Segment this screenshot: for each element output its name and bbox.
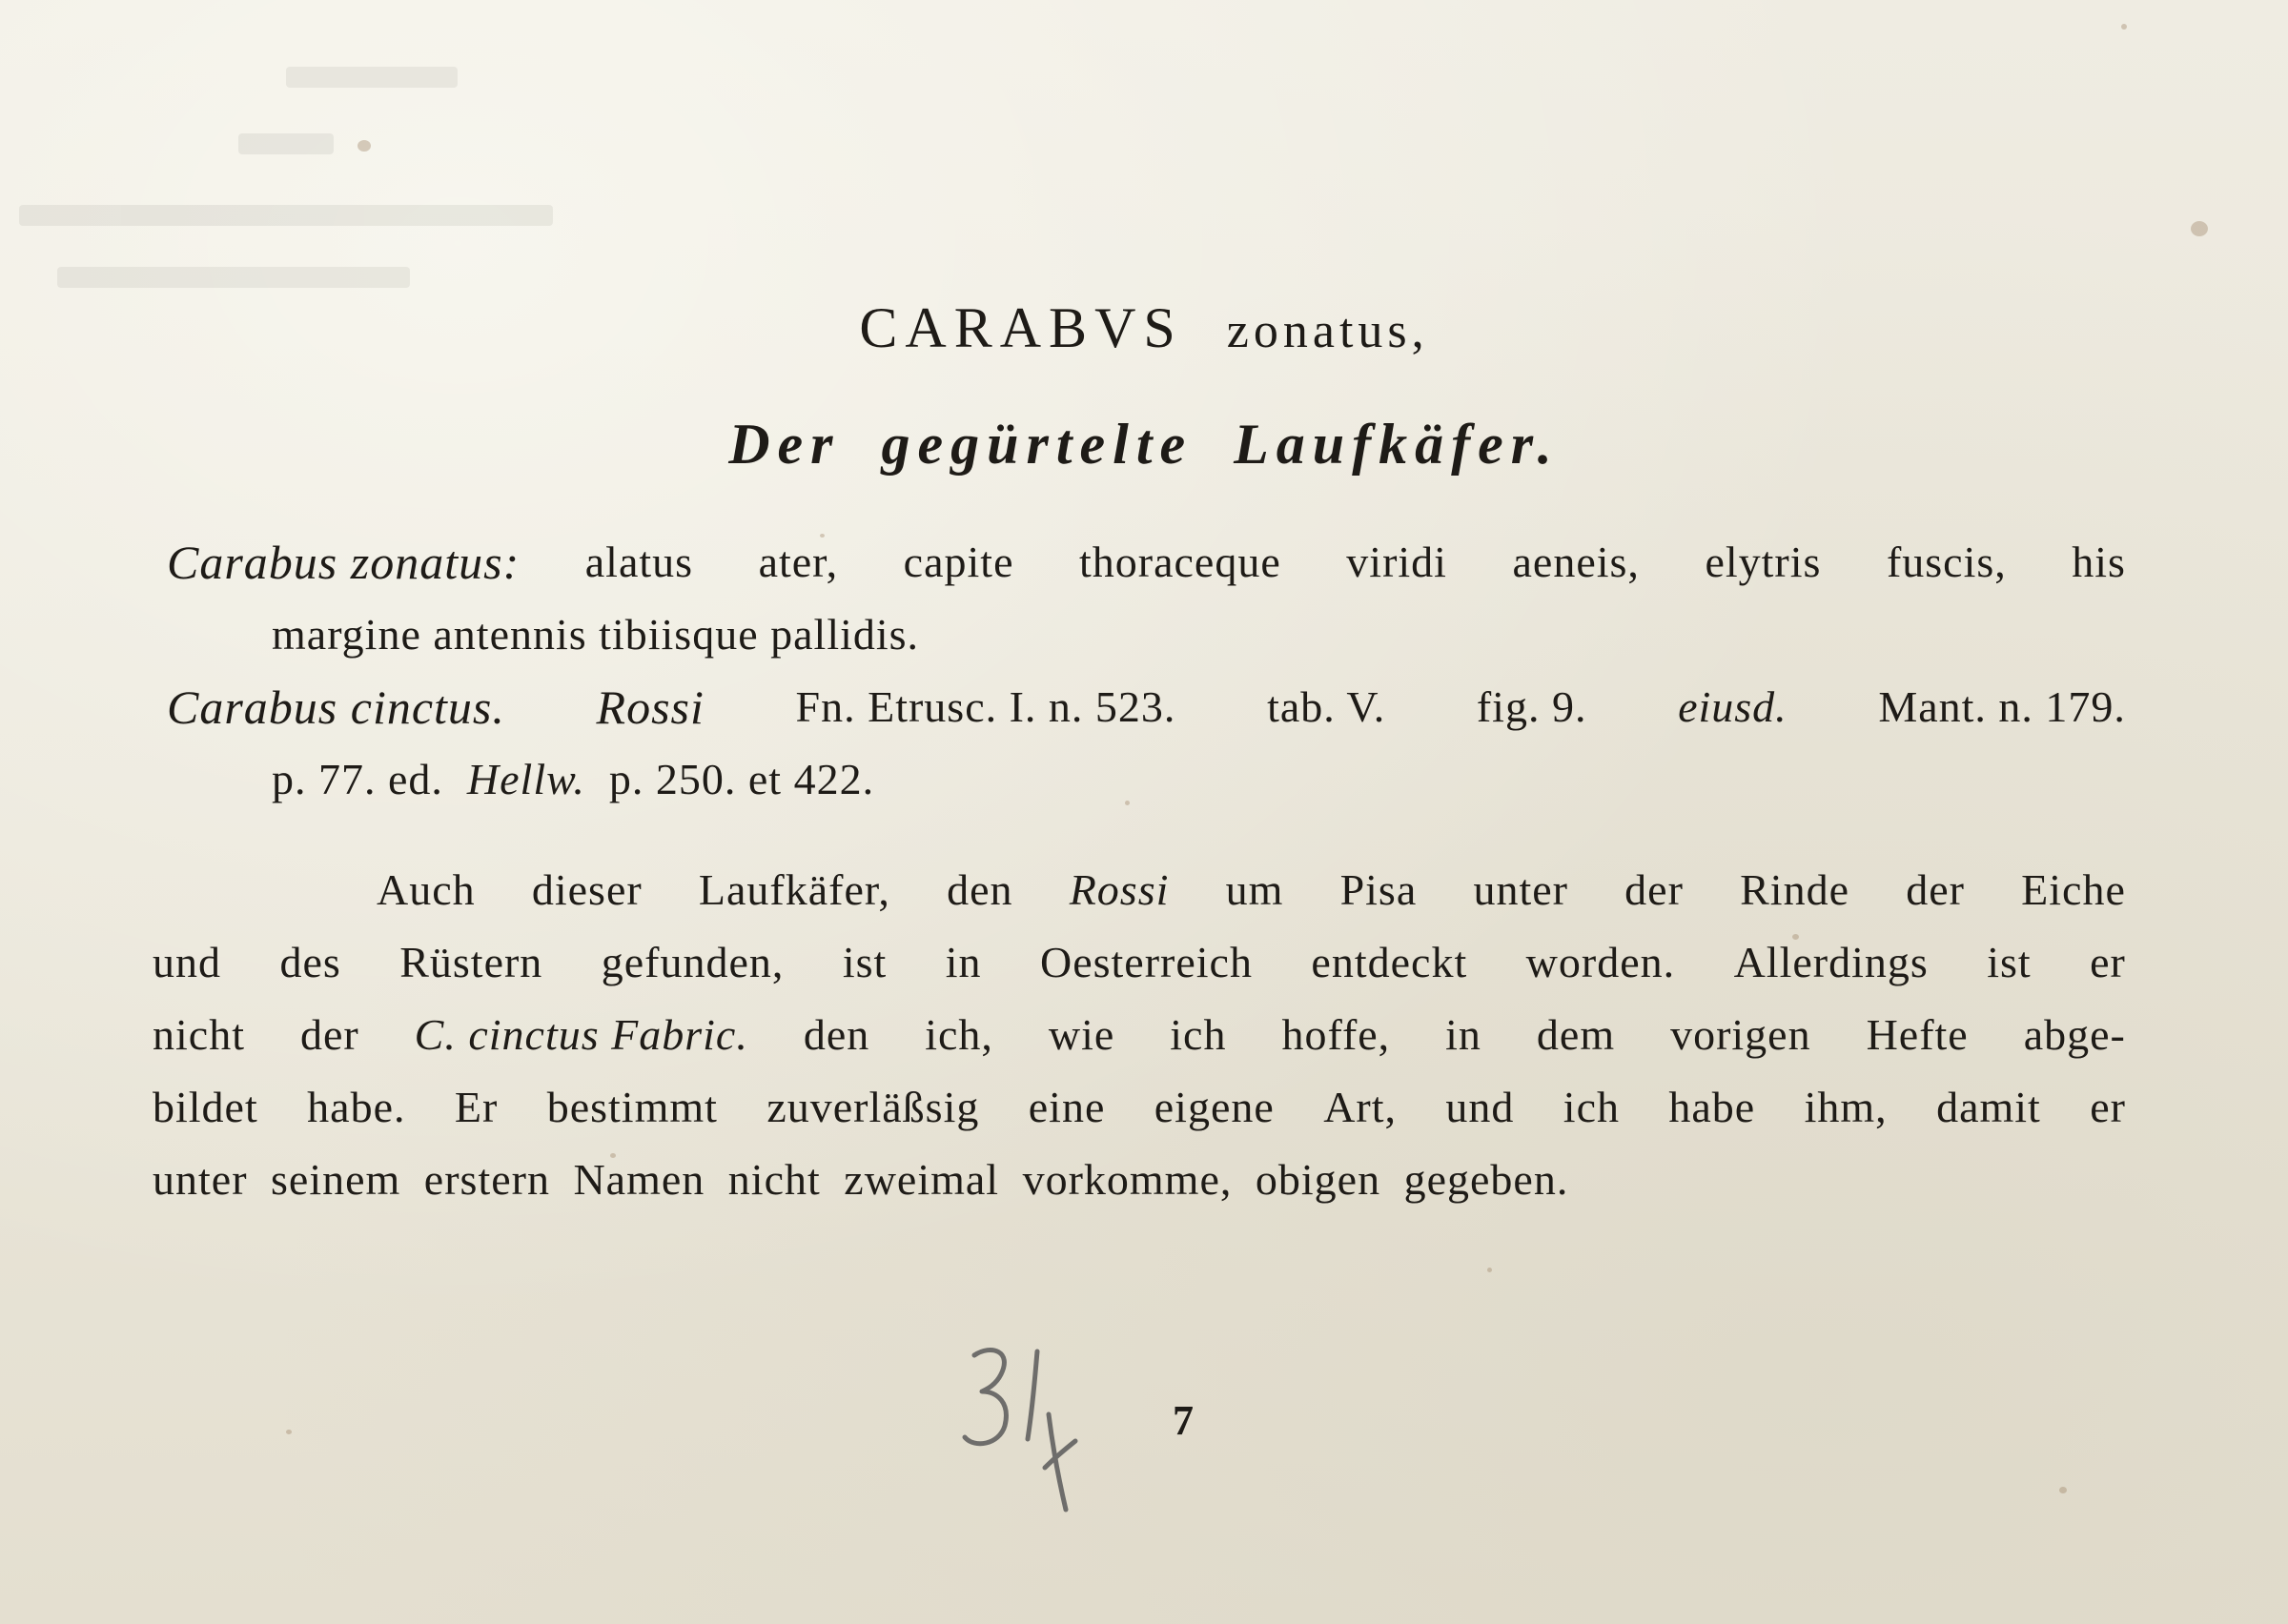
paper-speck: [2059, 1487, 2067, 1493]
word: vorigen: [1670, 1010, 1811, 1059]
word: capite: [903, 538, 1014, 586]
synonym-line: [167, 671, 2126, 743]
word: eigene: [1154, 1083, 1275, 1131]
word: bildet: [153, 1083, 258, 1131]
word: ich: [1563, 1083, 1620, 1131]
word: viridi: [1346, 538, 1447, 586]
synonym-continuation: margine antennis tibiisque pallidis.: [272, 610, 920, 659]
species-reference: C. cinctus Fabric.: [414, 1010, 748, 1059]
word: aeneis,: [1512, 538, 1640, 586]
page-subtitle: Der gegürtelte Laufkäfer.: [728, 413, 1560, 476]
word: eine: [1028, 1083, 1106, 1131]
word: entdeckt: [1311, 938, 1468, 986]
word: der: [299, 1010, 359, 1059]
word: Laufkäfer,: [698, 865, 890, 914]
paper-speck: [2191, 221, 2208, 236]
word: ist: [842, 938, 888, 986]
reference: p. 77. ed.: [272, 755, 443, 803]
editor-name: Hellw.: [466, 755, 585, 803]
word: his: [2072, 538, 2126, 586]
word: des: [279, 938, 341, 986]
word: und: [153, 938, 221, 986]
synonym-entry: [167, 671, 2126, 816]
paper-speck: [286, 1430, 292, 1434]
reference: p. 250. et 422.: [608, 755, 875, 803]
synonym-entry: [167, 526, 2126, 671]
word: fuscis,: [1886, 538, 2007, 586]
text-line: [153, 926, 2126, 999]
text-line: [153, 854, 2126, 926]
show-through-text: [0, 48, 572, 315]
word: damit: [1936, 1083, 2041, 1131]
word: habe.: [307, 1083, 406, 1131]
word: Pisa: [1339, 865, 1418, 914]
reference: tab. V.: [1267, 682, 1386, 731]
page-number: 7: [1173, 1397, 1194, 1444]
word: elytris: [1705, 538, 1822, 586]
word: und: [1445, 1083, 1515, 1131]
word: bestimmt: [546, 1083, 718, 1131]
word: Art,: [1323, 1083, 1398, 1131]
text-line: unter seinem erstern Namen nicht zweimal vorkomme, obigen gegeben.: [153, 1155, 1569, 1204]
synonym-name: Carabus cinctus.: [167, 680, 505, 734]
word: der: [1624, 865, 1684, 914]
word: dieser: [531, 865, 643, 914]
word: thoraceque: [1079, 538, 1281, 586]
word: ihm,: [1804, 1083, 1888, 1131]
word: Auch: [377, 865, 476, 914]
word: abge-: [2023, 1010, 2126, 1059]
reference: Mant. n. 179.: [1878, 682, 2126, 731]
word: worden.: [1525, 938, 1676, 986]
page-title: [0, 295, 2288, 361]
word: Oesterreich: [1039, 938, 1253, 986]
word: den: [947, 865, 1013, 914]
word: Hefte: [1866, 1010, 1969, 1059]
word: alatus: [584, 538, 694, 586]
synonym-line: [167, 526, 2126, 599]
synonym-name: Carabus zonatus:: [167, 536, 521, 589]
word: zuverläßsig: [766, 1083, 980, 1131]
word: nicht: [153, 1010, 245, 1059]
word: in: [945, 938, 982, 986]
handwritten-note: [953, 1334, 1087, 1525]
synonym-continuation: [167, 743, 2126, 816]
word: er: [2090, 938, 2126, 986]
word: er: [2090, 1083, 2126, 1131]
author-name: Rossi: [1069, 865, 1170, 914]
reference: fig. 9.: [1476, 682, 1587, 731]
species-name: zonatus,: [1226, 304, 1429, 358]
reference: Fn. Etrusc. I. n. 523.: [795, 682, 1176, 731]
paper-speck: [1487, 1268, 1492, 1272]
word: Rinde: [1740, 865, 1850, 914]
word: ist: [1987, 938, 2032, 986]
paper-speck: [2121, 24, 2127, 30]
word: wie: [1048, 1010, 1115, 1059]
word: unter: [1473, 865, 1568, 914]
body-paragraph: [153, 854, 2126, 1216]
word: um: [1225, 865, 1284, 914]
word: Er: [454, 1083, 499, 1131]
author-name: Rossi: [596, 680, 705, 734]
word: ich,: [925, 1010, 993, 1059]
word: hoffe,: [1281, 1010, 1391, 1059]
word: habe: [1668, 1083, 1756, 1131]
word: in: [1445, 1010, 1481, 1059]
word: gefunden,: [601, 938, 785, 986]
word: Rüstern: [399, 938, 543, 986]
word: der: [1906, 865, 1965, 914]
text-line: [153, 999, 2126, 1071]
word: ich: [1170, 1010, 1227, 1059]
text-line: [153, 1071, 2126, 1144]
word: Allerdings: [1733, 938, 1929, 986]
word: ater,: [758, 538, 839, 586]
reference-eiusd: eiusd.: [1678, 682, 1788, 731]
word: den: [803, 1010, 870, 1059]
word: Eiche: [2021, 865, 2126, 914]
word: dem: [1536, 1010, 1616, 1059]
genus-name: CARABVS: [859, 296, 1183, 359]
